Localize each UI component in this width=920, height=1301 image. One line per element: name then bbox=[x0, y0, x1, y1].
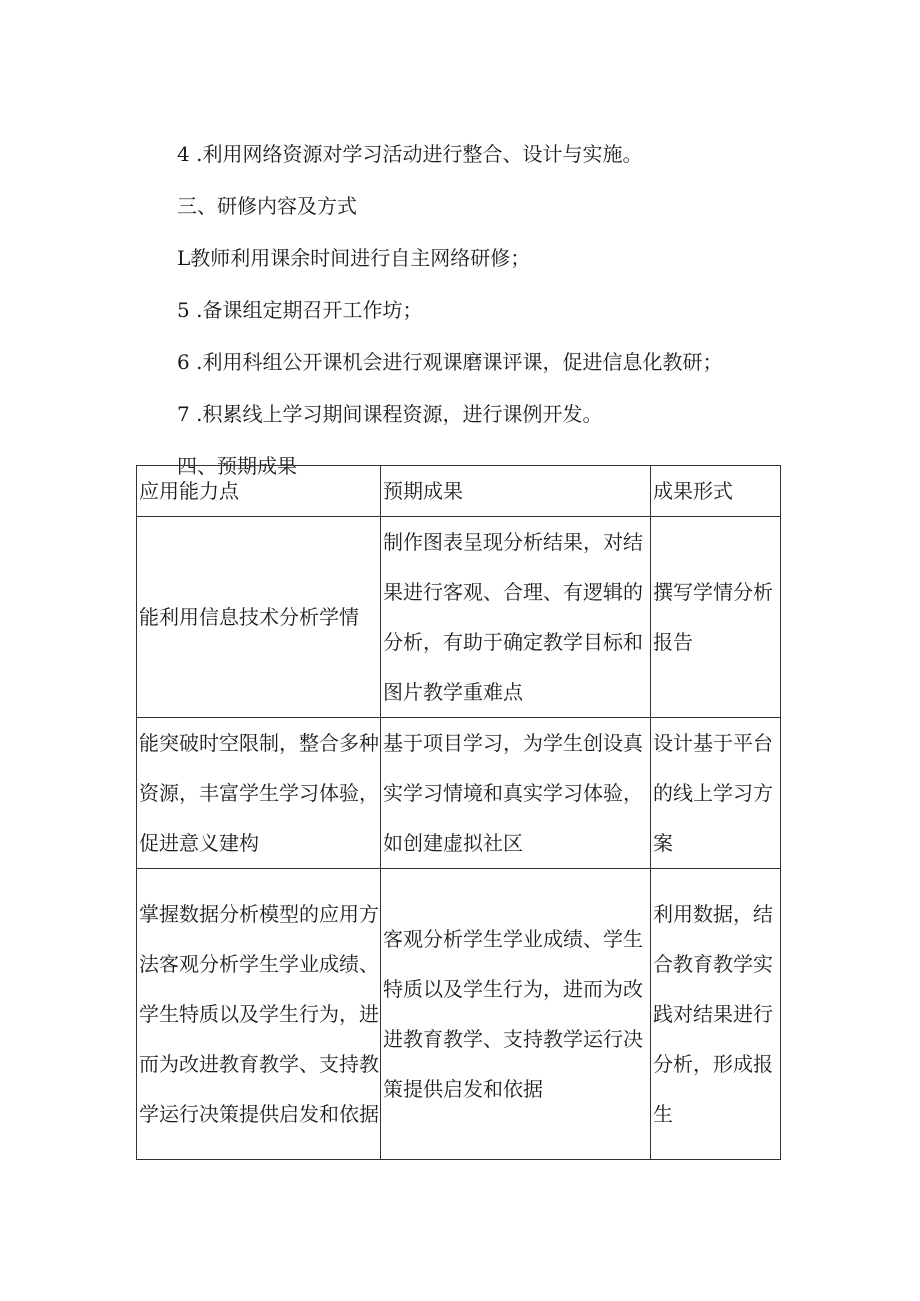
expected-results-table bbox=[136, 465, 781, 1160]
header-cell-form: 成果形式 bbox=[651, 466, 781, 517]
section-heading-4: 四、预期成果 bbox=[177, 454, 297, 478]
header-cell-expected: 预期成果 bbox=[381, 466, 651, 517]
table-cell: 制作图表呈现分析结果，对结果进行客观、合理、有逻辑的分析，有助于确定教学目标和图片教学重难点 bbox=[381, 517, 651, 718]
table-cell: 客观分析学生学业成绩、学生特质以及学生行为，进而为改进教育教学、支持教学运行决策提供启发和依据 bbox=[381, 869, 651, 1160]
table-cell: 能突破时空限制，整合多种资源，丰富学生学习体验，促进意义建构 bbox=[137, 718, 381, 869]
table-cell: 掌握数据分析模型的应用方法客观分析学生学业成绩、学生特质以及学生行为，进而为改进教育教学、支持教学运行决策提供启发和依据 bbox=[137, 869, 381, 1160]
table-cell: 能利用信息技术分析学情 bbox=[137, 517, 381, 718]
paragraph-item-4: 4 .利用网络资源对学习活动进行整合、设计与实施。 bbox=[177, 142, 643, 166]
table-cell: 利用数据，结合教育教学实践对结果进行分析，形成报生 bbox=[651, 869, 781, 1160]
paragraph-item-5: 5 .备课组定期召开工作坊； bbox=[177, 298, 423, 322]
table-row bbox=[137, 517, 781, 718]
paragraph-item-6: 6 .利用科组公开课机会进行观课磨课评课，促进信息化教研； bbox=[177, 350, 723, 374]
table-row bbox=[137, 718, 781, 869]
section-heading-3: 三、研修内容及方式 bbox=[177, 194, 357, 218]
table-row bbox=[137, 869, 781, 1160]
paragraph-item-l: L教师利用课余时间进行自主网络研修； bbox=[177, 246, 531, 270]
table-cell: 撰写学情分析报告 bbox=[651, 517, 781, 718]
table-cell: 基于项目学习，为学生创设真实学习情境和真实学习体验，如创建虚拟社区 bbox=[381, 718, 651, 869]
table-header-row bbox=[137, 466, 781, 517]
table-cell: 设计基于平台的线上学习方案 bbox=[651, 718, 781, 869]
header-cell-ability: 应用能力点 bbox=[137, 466, 381, 517]
paragraph-item-7: 7 .积累线上学习期间课程资源，进行课例开发。 bbox=[177, 402, 603, 426]
